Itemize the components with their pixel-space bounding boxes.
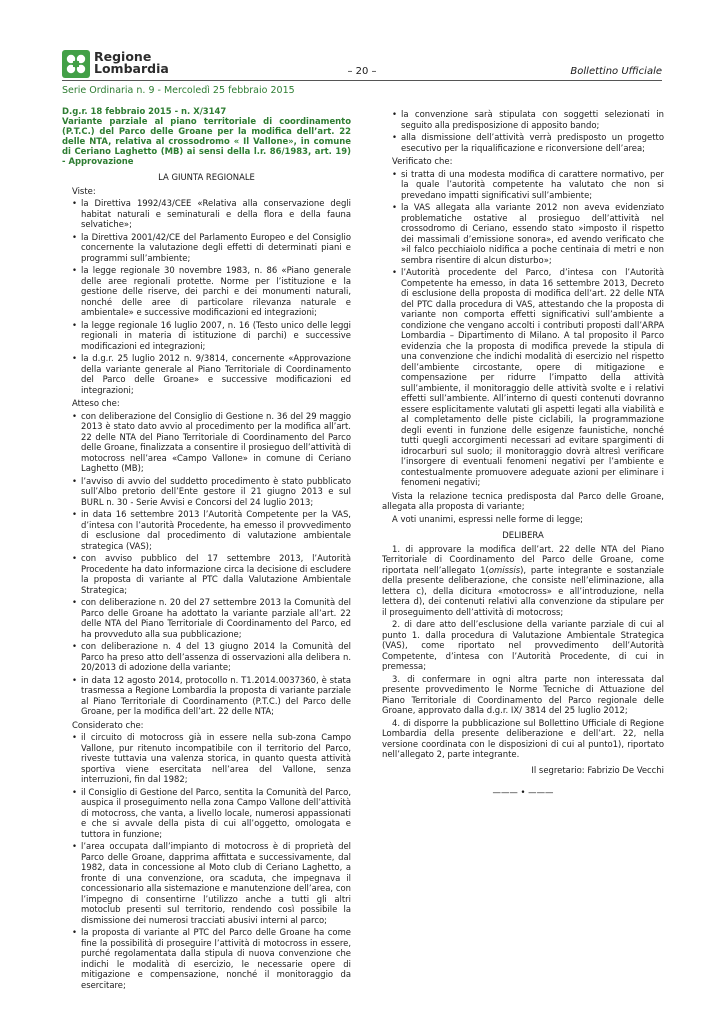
header-divider	[62, 80, 662, 81]
end-separator: ——— • ———	[492, 787, 554, 797]
list-item: • l’Autorità procedente del Parco, d’intesa con l’Autorità Competente ha emesso, in data 16 settembre 2013, Decreto di esclusione della proposta di modifica dell’art. 22 delle NTA del PTC dalla procedura di VAS, attestando che la proposta di variante non comporta effetti significativi sull’ambiente a condizione che vengano accolti i contributi proposti dall’ARPA Lombardia – Dipartimento di Milano. A tal proposito il Parco evidenzia che la proposta di modifica prevede la stipula di una convenzione che indichi modalità di esercizio nel rispetto dell’ambiente circostante, opere di mitigazione e compensazione per ridurre l’impatto della attività sull’ambiente, il monitoraggio delle attività svolte e i relativi effetti sull’ambiente. All’interno di questi contenuti dovranno essere esplicitamente valutati gli aspetti legati alla viabilità e al completamento delle piste ciclabili, la programmazione degli eventi in funzione delle esigenze faunistiche, nonché tutti quegli accorgimenti necessari ad evitare spargimenti di idrocarburi sul suolo; il monitoraggio dovrà altresì verificare l’insorgere di eventuali fenomeni negativi per l’ambiente e contestualmente promuovere adeguate azioni per eliminare i fenomeni negativi;	[382, 267, 664, 488]
list-item: • il Consiglio di Gestione del Parco, sentita la Comunità del Parco, auspica il proseguimento nella zona Campo Vallone dell’attività di motocross, che vanta, a livello locale, numerosi appassionati e che si avvale della pista di cui all’oggetto, omologata e tuttora in funzione;	[62, 787, 351, 840]
list-item: • l’avviso di avvio del suddetto procedimento è stato pubblicato sull’Albo pretorio dell’Ente gestore il 21 giugno 2013 e sul BURL n. 30 - Serie Avvisi e Concorsi del 24 luglio 2013;	[62, 476, 351, 508]
delibera-point-3: 3. di confermare in ogni altra parte non interessata dal presente provvedimento le Norme Tecniche di Attuazione del Piano Territoriale di Coordinamento del Parco regionale delle Groane, approvato dalla d.g.r. IX/ 3814 del 25 luglio 2012;	[382, 673, 664, 715]
delibera-point-1-start: 1. di approvare la modifica dell’art. 22 delle NTA del Piano Territoriale di Coordinamento del Parco delle Groane, come riportata nell’allegato 1(	[382, 543, 664, 575]
list-item: • la Direttiva 2001/42/CE del Parlamento Europeo e del Consiglio concernente la valutazione degli effetti di determinati piani e programmi sull’ambiente;	[62, 232, 351, 264]
page-header	[62, 50, 662, 80]
decree-title: Variante parziale al piano territoriale di coordinamento (P.T.C.) del Parco delle Groane per la modifica dell’art. 22 delle NTA, relativa al crossodromo « Il Vallone», in comune di Ceriano Laghetto (MB) ai sensi della l.r. 86/1983, art. 19) - Approvazione	[62, 116, 351, 166]
delibera-heading: DELIBERA	[502, 530, 544, 540]
giunta-heading: LA GIUNTA REGIONALE	[158, 172, 255, 182]
viste-list	[62, 198, 351, 395]
signature: Il segretario: Fabrizio De Vecchi	[531, 764, 664, 775]
list-item: • con avviso pubblico del 17 settembre 2013, l’Autorità Procedente ha dato informazione circa la decisione di escludere la proposta di variante al PTC dalla Valutazione Ambientale Strategica;	[62, 553, 351, 595]
logo-line-2: Lombardia	[94, 61, 169, 76]
considerato-list-continued	[382, 109, 664, 153]
list-item: • la proposta di variante al PTC del Parco delle Groane ha come fine la possibilità di proseguire l’attività di motocross in essere, purché regolamentata dalla stipula di nuova convenzione che indichi le modalità di esercizio, le necessarie opere di mitigazione e compensazione, nonché il monitoraggio da esercitare;	[62, 927, 351, 990]
page-number: – 20 –	[347, 66, 377, 77]
logo-line-1: Regione	[94, 49, 152, 64]
right-column	[382, 108, 664, 798]
atteso-label: Atteso che:	[72, 398, 120, 408]
list-item: • la legge regionale 16 luglio 2007, n. 16 (Testo unico delle leggi regionali in materia di istituzione di parchi) e successive modificazioni ed integrazioni;	[62, 320, 351, 352]
list-item: • la legge regionale 30 novembre 1983, n. 86 «Piano generale delle aree regionali protette. Norme per l’istituzione e la gestione delle riserve, dei parchi e dei monumenti naturali, nonché delle aree di particolare rilevanza naturale e ambientale» e successive modificazioni ed integrazioni;	[62, 265, 351, 318]
list-item: • in data 16 settembre 2013 l’Autorità Competente per la VAS, d’intesa con l’autorità Procedente, ha emesso il provvedimento di esclusione dal procedimento di valutazione ambientale strategica (VAS);	[62, 509, 351, 551]
series-line: Serie Ordinaria n. 9 - Mercoledì 25 febbraio 2015	[62, 85, 295, 96]
list-item: • in data 12 agosto 2014, protocollo n. T1.2014.0037360, è stata trasmessa a Regione Lombardia la proposta di variante parziale al Piano Territoriale di Coordinamento (P.T.C.) del Parco delle Groane, per la modifica dell’art. 22 delle NTA;	[62, 675, 351, 717]
voti-paragraph: A voti unanimi, espressi nelle forme di legge;	[392, 513, 583, 524]
list-item: • con deliberazione n. 4 del 13 giugno 2014 la Comunità del Parco ha preso atto dell’assenza di osservazioni alla delibera n. 20/2013 di adozione della variante;	[62, 641, 351, 673]
verificato-label: Verificato che:	[392, 156, 453, 166]
atteso-list	[62, 411, 351, 717]
publication-title: Bollettino Ufficiale	[570, 66, 662, 77]
considerato-label: Considerato che:	[72, 719, 144, 730]
list-item: • con deliberazione del Consiglio di Gestione n. 36 del 29 maggio 2013 è stato dato avvio al procedimento per la modifica all’art. 22 delle NTA del Piano Territoriale di Coordinamento del Parco delle Groane, finalizzata a consentire il prosieguo dell’attività di motocross nell’area «Campo Vallone» in comune di Ceriano Laghetto (MB);	[62, 411, 351, 474]
list-item: • la convenzione sarà stipulata con soggetti selezionati in seguito alla predisposizione di apposito bando;	[382, 109, 664, 130]
delibera-point-1-end: ), parte integrante e sostanziale della presente deliberazione, che consiste nell’eliminazione, alla lettera c), della dicitura «motocross» e all’introduzione, nella lettera d), dei contenuti relativi alla convenzione da stipulare per il proseguimento dell’attività di motocross;	[382, 564, 664, 617]
list-item: • la Direttiva 1992/43/CEE «Relativa alla conservazione degli habitat naturali e seminaturali e della flora e della fauna selvatiche»;	[62, 198, 351, 230]
vista-paragraph: Vista la relazione tecnica predisposta dal Parco delle Groane, allegata alla proposta di variante;	[382, 490, 664, 511]
list-item: • la VAS allegata alla variante 2012 non aveva evidenziato problematiche ostative al prosieguo dell’attività nel crossodromo di Ceriano, essendo stato »imposto il rispetto dei massimali d’emissione sonora», ed avendo verificato che »il falco pecchiaiolo nidifica a poche centinaia di metri e non sembra risentire di alcun disturbo»;	[382, 202, 664, 265]
list-item: • il circuito di motocross già in essere nella sub-zona Campo Vallone, pur ritenuto incompatibile con il territorio del Parco, riveste tuttavia una valenza storica, in quanto questa attività sportiva viene esercitata nell’area del Vallone, senza interruzioni, fin dal 1982;	[62, 732, 351, 785]
considerato-list	[62, 732, 351, 990]
list-item: • si tratta di una modesta modifica di carattere normativo, per la quale l’autorità competente ha valutato che non si prevedano impatti significativi sull’ambiente;	[382, 169, 664, 201]
list-item: • la d.g.r. 25 luglio 2012 n. 9/3814, concernente «Approvazione della variante generale al Piano Territoriale di Coordinamento del Parco delle Groane» e successive modificazioni ed integrazioni;	[62, 353, 351, 395]
delibera-point-1	[382, 544, 664, 618]
list-item: • l’area occupata dall’impianto di motocross è di proprietà del Parco delle Groane, dapprima affittata e successivamente, dal 1982, data in concessione al Moto club di Ceriano Laghetto, a fronte di una convenzione, ora scaduta, che impegnava il concessionario alla sistemazione e manutenzione dell’area, con l’impegno di consentirne l’utilizzo anche a tutti gli altri motoclub presenti sul territorio, rendendo così possibile la dismissione dei numerosi tracciati abusivi interni al parco;	[62, 841, 351, 925]
viste-label: Viste:	[72, 185, 96, 196]
left-column	[62, 106, 351, 993]
verificato-list	[382, 169, 664, 488]
decree-number: D.g.r. 18 febbraio 2015 - n. X/3147	[62, 106, 227, 116]
delibera-point-4: 4. di disporre la pubblicazione sul Bollettino Ufficiale di Regione Lombardia della presente deliberazione e dell’art. 22, nella versione coordinata con le disposizioni di cui al punto1), riportato nell’allegato 2, parte integrante.	[382, 717, 664, 759]
delibera-point-2: 2. di dare atto dell’esclusione della variante parziale di cui al punto 1. dalla procedura di Valutazione Ambientale Strategica (VAS), come riportato nel provvedimento dell’Autorità Competente, d’intesa con l’Autorità Procedente, di cui in premessa;	[382, 619, 664, 671]
omissis-text: omissis	[488, 564, 521, 575]
list-item: • con deliberazione n. 20 del 27 settembre 2013 la Comunità del Parco delle Groane ha adottato la variante parziale all’art. 22 delle NTA del Piano Territoriale di Coordinamento del Parco, ed ha provveduto alla sua pubblicazione;	[62, 597, 351, 639]
list-item: • alla dismissione dell’attività verrà predisposto un progetto esecutivo per la riqualificazione e riconversione dell’area;	[382, 132, 664, 153]
